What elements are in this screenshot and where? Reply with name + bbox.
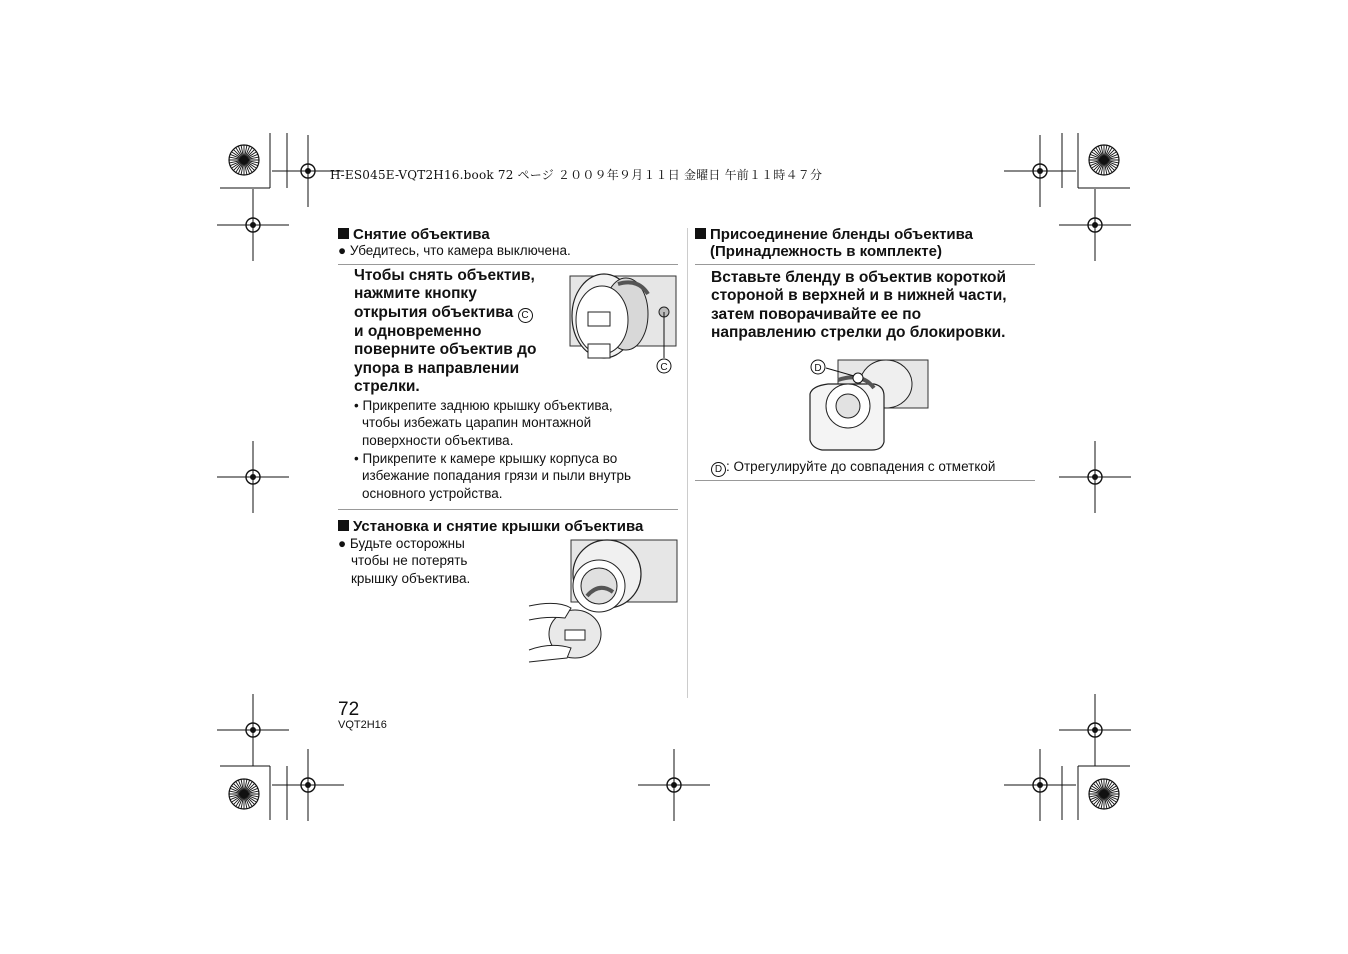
lens-cap-illustration <box>527 538 679 666</box>
square-bullet-icon <box>338 228 349 239</box>
bullet-dot-icon: ● <box>338 243 347 258</box>
bullet-keep-cap: ● Будьте осторожны чтобы не потерять крышку объектива. <box>338 536 471 586</box>
note-body-cap: • Прикрепите к камере крышку корпуса во избежание попадания грязи и пыли внутрь основного устройства. <box>354 451 632 501</box>
lens-removal-illustration <box>568 272 680 376</box>
bullet-dot-icon: ● <box>338 536 347 551</box>
section-title-lens-removal: Снятие объектива <box>338 226 490 243</box>
section-rule <box>695 264 1035 265</box>
marker-c-icon: C <box>518 308 533 323</box>
page-number: 72 <box>338 699 360 720</box>
note-rear-cap: • Прикрепите заднюю крышку объектива, чтобы избежать царапин монтажной поверхности объектива. <box>354 398 613 448</box>
section-rule <box>338 509 678 510</box>
section-title-lens-hood: Присоединение бленды объектива (Принадлежность в комплекте) <box>695 226 973 260</box>
square-bullet-icon <box>338 520 349 531</box>
hood-step-text: Вставьте бленду в объектив короткой стороной в верхней и в нижней части, затем поворачивайте ее по направлению стрелки до блокировки. <box>711 269 1007 342</box>
square-bullet-icon <box>695 228 706 239</box>
removal-step-text: Чтобы снять объектив, нажмите кнопку открытия объектива C и одновременно поверните объектив до упора в направлении стрелки. <box>354 267 537 396</box>
hood-caption: D : Отрегулируйте до совпадения с отметкой <box>711 458 995 477</box>
section-title-lens-cap: Установка и снятие крышки объектива <box>338 518 643 535</box>
print-header-line: H-ES045E-VQT2H16.book 72 ページ ２００９年９月１１日 金曜日 午前１１時４７分 <box>330 168 823 182</box>
column-divider <box>687 228 688 698</box>
section-rule <box>695 480 1035 481</box>
marker-d-text: D <box>814 363 822 374</box>
document-code: VQT2H16 <box>338 719 387 731</box>
section-rule <box>338 264 678 265</box>
bullet-camera-off: ● Убедитесь, что камера выключена. <box>338 243 571 258</box>
lens-hood-illustration <box>808 356 930 454</box>
marker-c-text: C <box>660 362 668 373</box>
marker-d-icon: D <box>711 462 726 477</box>
